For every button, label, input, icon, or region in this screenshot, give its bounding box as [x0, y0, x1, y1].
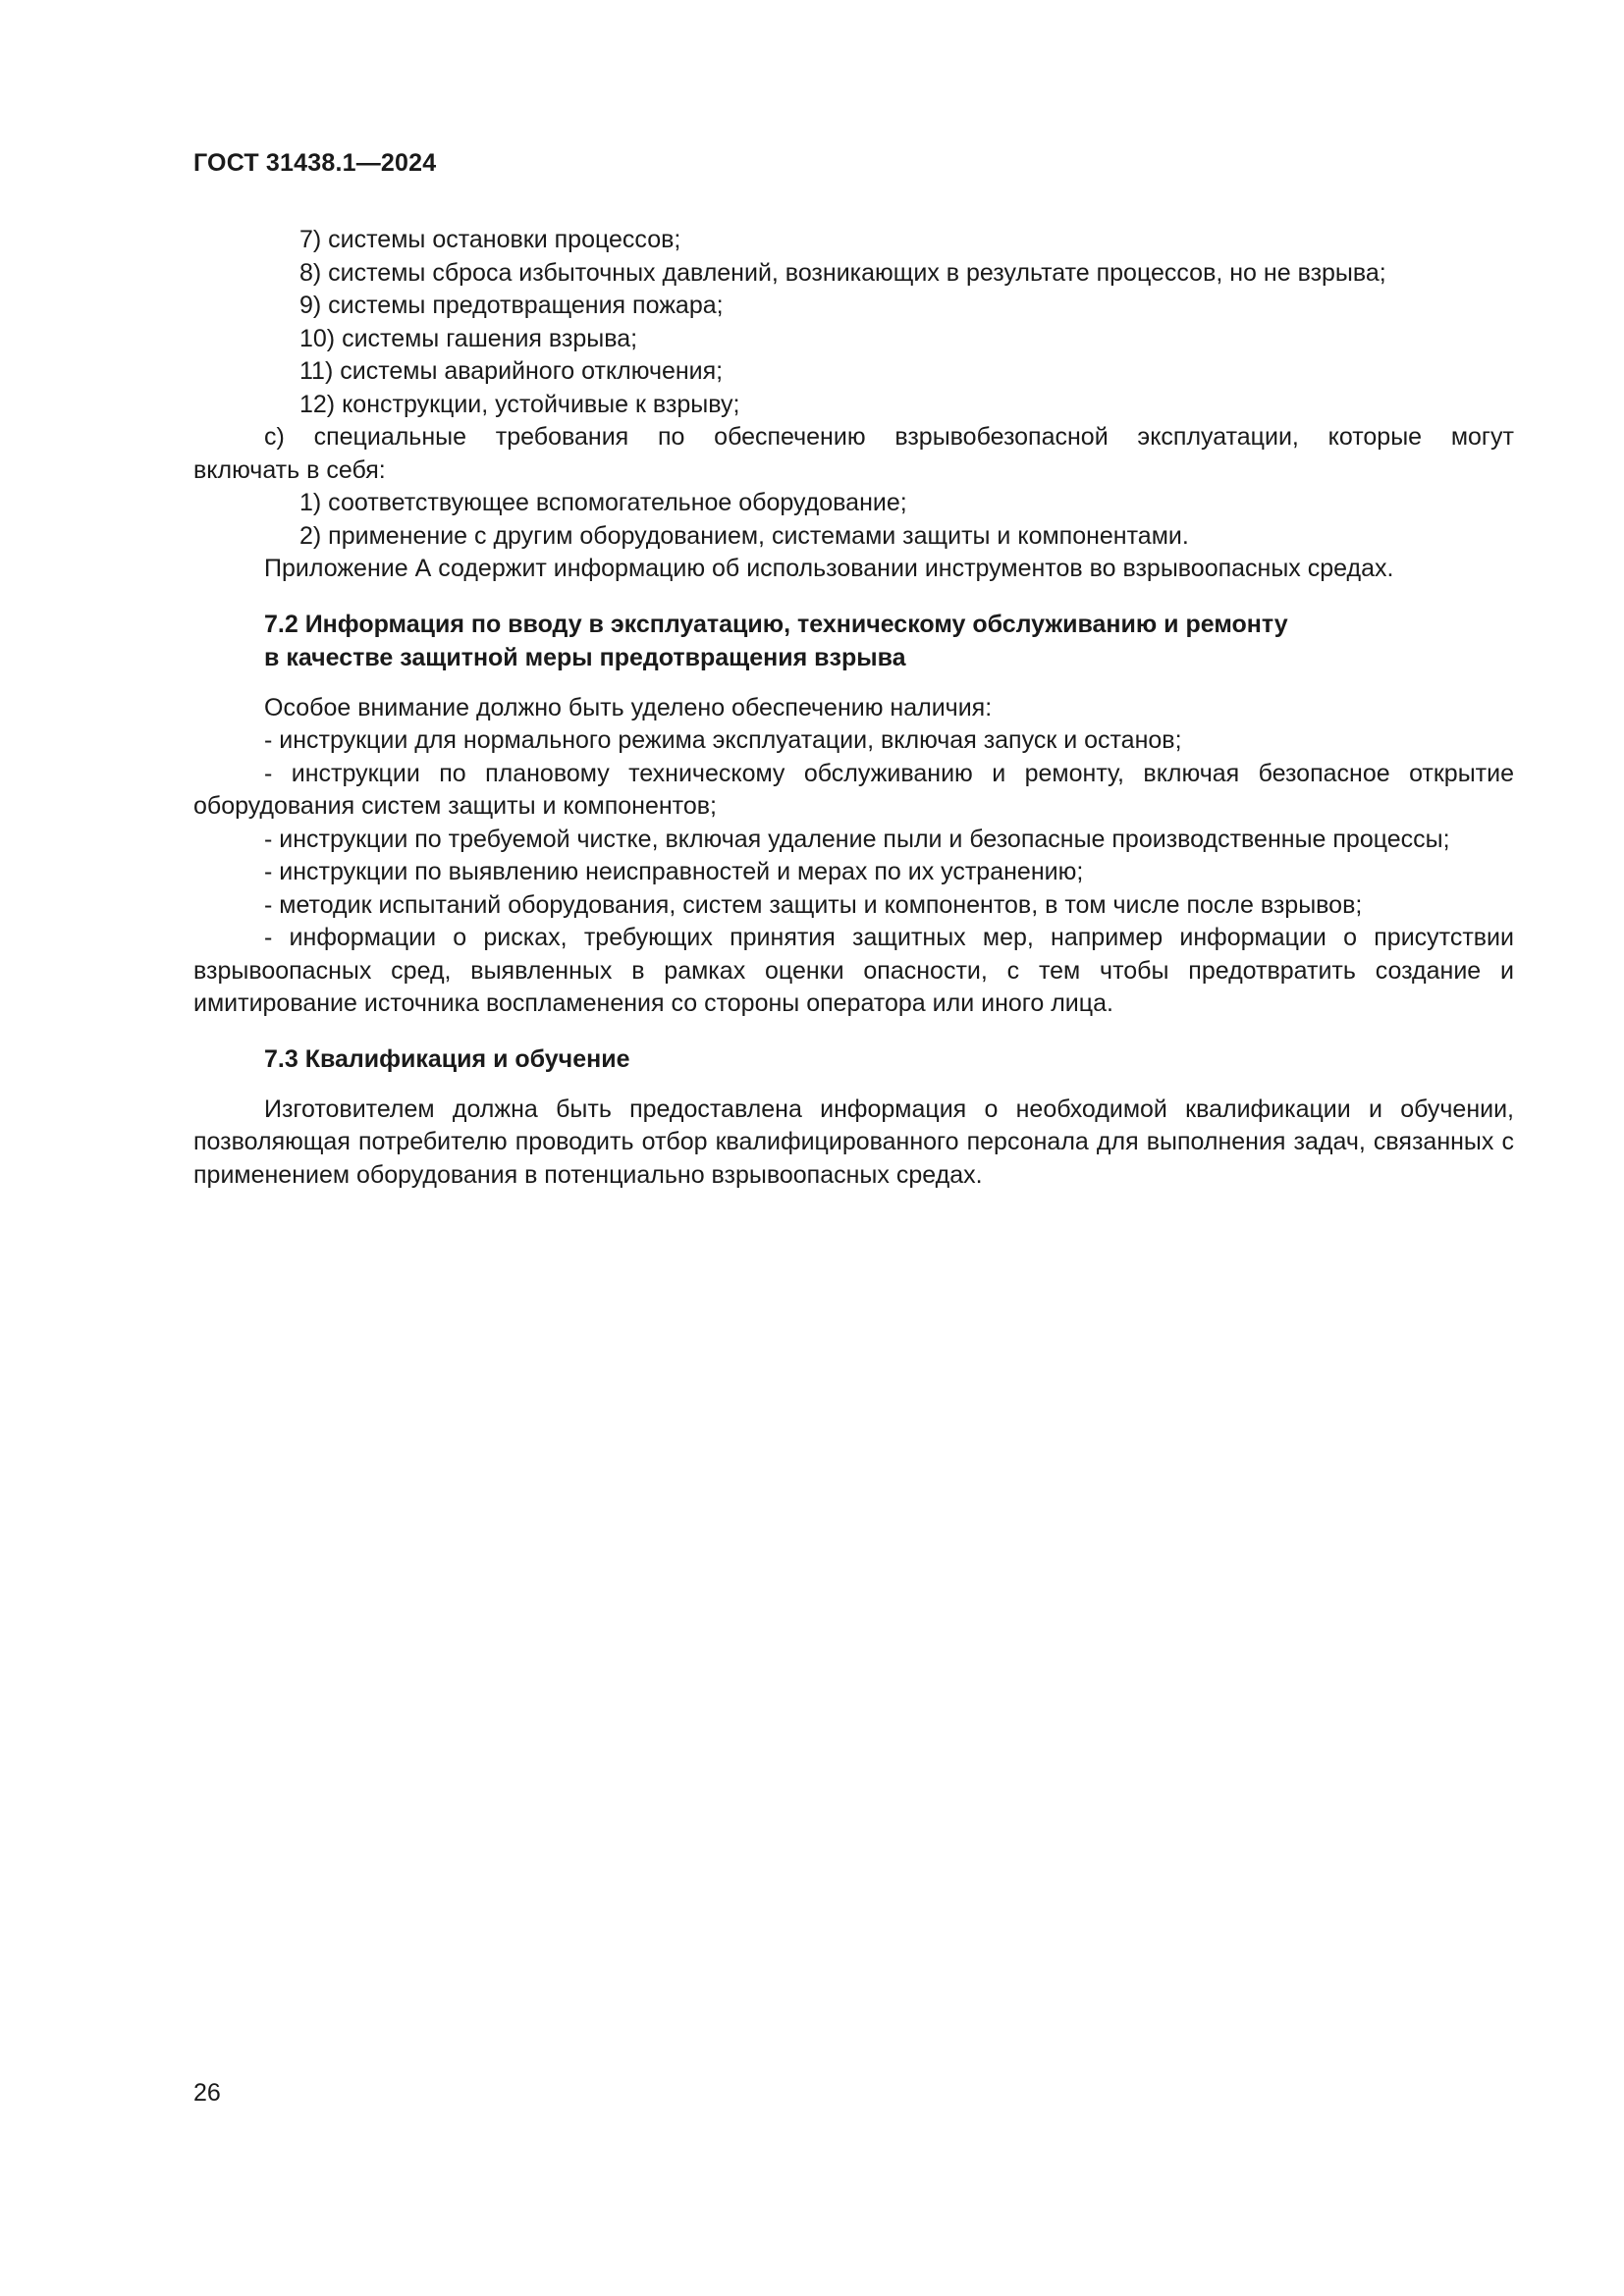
- section-heading-7-3: 7.3 Квалификация и обучение: [264, 1044, 630, 1073]
- item-c-line: c) специальные требования по обеспечению взрывобезопасной эксплуатации, которые могут: [264, 423, 1514, 451]
- list-item: 2) применение с другим оборудованием, системами защиты и компонентами.: [299, 521, 1189, 550]
- item-c-line: включать в себя:: [193, 455, 386, 484]
- bullet-item: - инструкции по выявлению неисправностей и мерах по их устранению;: [264, 858, 1084, 885]
- page-content: [193, 224, 1514, 1192]
- list-item: 10) системы гашения взрыва;: [299, 324, 638, 352]
- annex-note: Приложение А содержит информацию об использовании инструментов во взрывоопасных средах.: [264, 555, 1394, 582]
- section-heading-7-2-cont: в качестве защитной меры предотвращения взрыва: [264, 643, 906, 671]
- bullet-item: - инструкции по требуемой чистке, включая удаление пыли и безопасные производственные процессы;: [264, 825, 1450, 853]
- document-header: ГОСТ 31438.1—2024: [193, 149, 437, 177]
- bullet-item: - инструкции по плановому техническому обслуживанию и ремонту, включая безопасное открытие оборудования систем защиты и компонентов;: [193, 759, 1514, 820]
- list-item: 11) системы аварийного отключения;: [299, 357, 724, 385]
- list-item: 7) системы остановки процессов;: [299, 226, 681, 253]
- section-heading-7-2: 7.2 Информация по вводу в эксплуатацию, техническому обслуживанию и ремонту: [264, 610, 1288, 638]
- list-item: 1) соответствующее вспомогательное оборудование;: [299, 489, 907, 516]
- bullet-item: - информации о рисках, требующих принятия защитных мер, например информации о присутствии взрывоопасных сред, выявленных в рамках оценки опасности, с тем чтобы предотвратить создание и имитирование источника воспламенения со стороны оператора или иного лица.: [193, 924, 1514, 1017]
- bullet-item: - инструкции для нормального режима эксплуатации, включая запуск и останов;: [264, 726, 1182, 754]
- bullet-item: - методик испытаний оборудования, систем защиты и компонентов, в том числе после взрывов;: [264, 890, 1363, 919]
- list-item: 12) конструкции, устойчивые к взрыву;: [299, 390, 740, 418]
- section-intro: Особое внимание должно быть уделено обеспечению наличия:: [264, 693, 993, 721]
- page-number: 26: [193, 2079, 221, 2107]
- list-item: 9) системы предотвращения пожара;: [299, 292, 724, 319]
- list-item: 8) системы сброса избыточных давлений, возникающих в результате процессов, но не взрыва;: [299, 258, 1386, 287]
- section-paragraph: Изготовителем должна быть предоставлена информация о необходимой квалификации и обучении, позволяющая потребителю проводить отбор квалифицированного персонала для выполнения задач, связанных с применением оборудования в потенциально взрывоопасных средах.: [193, 1095, 1514, 1189]
